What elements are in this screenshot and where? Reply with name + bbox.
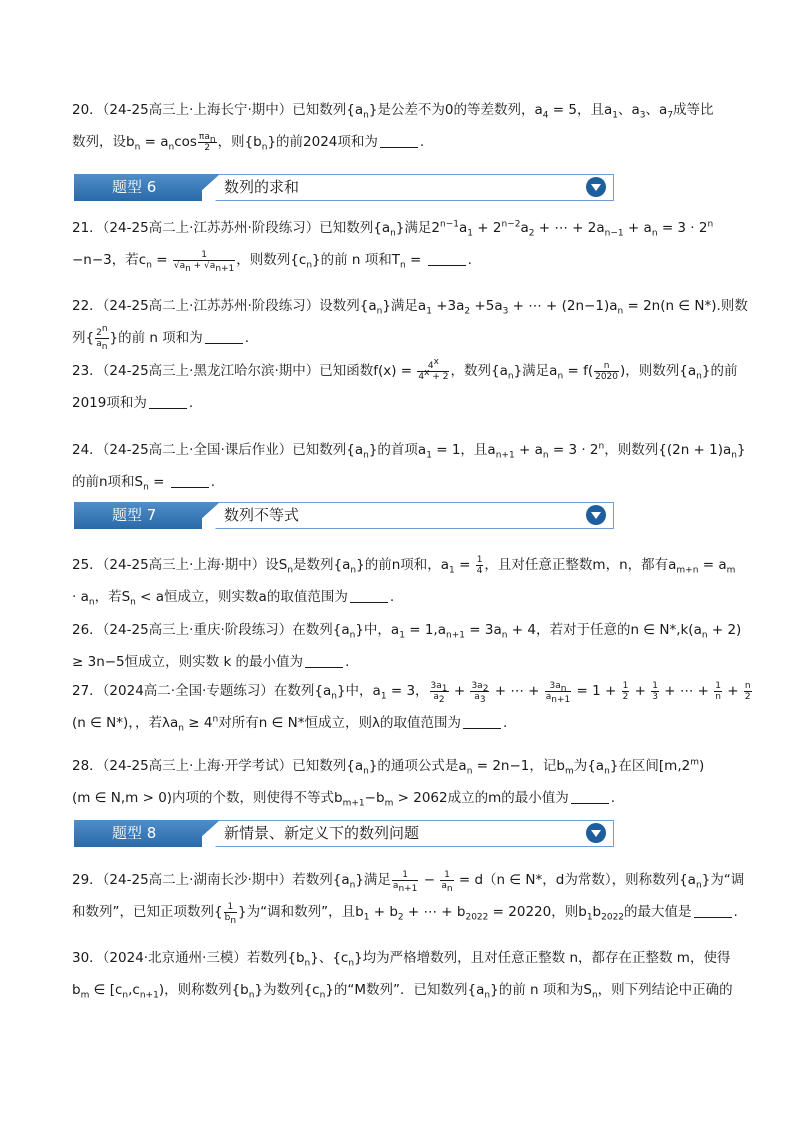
section-title: 新情景、新定义下的数列问题 [224, 824, 420, 842]
section-banner-8 [74, 820, 614, 847]
section-title: 数列的求和 [224, 178, 300, 196]
problem-29: 29．（24-25高二上·湖南长沙·期中）若数列$\{a_n\}$满足 $\frac{1}{a_{n+1}}$ − $\frac{1}{a_n}$ = d（n ∈ N*，d为常数），则称数列$\{a_n\}$为“调 和数列”，已知正项数列{ $\frac{1}{b_n}$ }为“调和数列”，且$b_1 + b_2$ + ⋯ + $b_{2022} = 20220$，则$b_1b_{2022}$的最大值是 . [72, 869, 745, 926]
answer-blank[interactable] [350, 588, 388, 603]
section-label: 题型 8 [74, 820, 202, 847]
problem-20-line-2: 数列，设$b_n = a_n\cos$ $\frac{\pi a_n}{2}$ ，则$\{b_n\}$的前2024项和为 . [72, 131, 425, 153]
problem-30: 30．（2024·北京通州·三模）若数列$\{b_n\}$、$\{c_n\}$均为严格增数列，且对任意正整数 n，都存在正整数 m，使得 $b_m$ ∈ $[c_n,c_{n+1})$，则称数列$\{b_n\}$为数列$\{c_n\}$的“M数列”．已知数列$\{a_n\}$的前 n 项和为$S_n$，则下列结论中正确的 [72, 950, 733, 1001]
problem-28: 28．（24-25高三上·上海·开学考试）已知数列$\{a_n\}$的通项公式是$a_n = 2n-1$，记$b_m$为$\{a_n\}$在区间[m,2$^m$) (m ∈ N,m > 0)内项的个数，则使得不等式$b_{m+1}-b_m > 2062$成立的m的最小值为 . [72, 757, 705, 809]
answer-blank[interactable] [380, 133, 418, 148]
chevron-down-icon[interactable] [586, 505, 606, 525]
section-label: 题型 7 [74, 502, 202, 529]
answer-blank[interactable] [305, 653, 343, 668]
problem-27: 27．（2024高二·全国·专题练习）在数列$\{a_n\}$中，$a_1 = 3$， $\frac{3a_1}{a_2}$ + $\frac{3a_2}{a_3}$ + ⋯ + $\frac{3a_n}{a_{n+1}}$ = 1 + $\frac{1}{2}$ + $\frac{1}{3}$ + ⋯ + $\frac{1}{n}$ + $\frac{n}{2}$ (n ∈ N*)，，若$\lambda a_n \ge 4^n$对所有n ∈ N*恒成立，则λ的取值范围为 . [72, 680, 751, 734]
chevron-down-icon[interactable] [586, 823, 606, 843]
chevron-down-icon[interactable] [586, 177, 606, 197]
answer-blank[interactable] [205, 329, 243, 344]
problem-22: 22．（24-25高二上·江苏苏州·阶段练习）设数列$\{a_n\}$满足$a_1 +3a_2 +5a_3$ + ⋯ + $(2n-1)a_n = 2n(n$ ∈ N*).则数 列{ $\frac{2^n}{a_n}$ }的前 n 项和为 . [72, 298, 748, 352]
answer-blank[interactable] [149, 394, 187, 409]
problem-25: 25．（24-25高三上·上海·期中）设$S_n$是数列$\{a_n\}$的前n项和，$a_1$ = $\frac{1}{4}$ ，且对任意正整数m，n，都有$a_{m+n} = a_m$ · $a_n$，若$S_n < a$恒成立，则实数a的取值范围为 . [72, 554, 736, 608]
problem-26: 26．（24-25高三上·重庆·阶段练习）在数列$\{a_n\}$中，$a_1 = 1,a_{n+1} = 3a_n + 4$，若对于任意的n ∈ $N*,k(a_n + 2)$ ≥ 3n−5恒成立，则实数 k 的最小值为 . [72, 622, 742, 670]
section-label: 题型 6 [74, 174, 202, 201]
section-banner-7 [74, 502, 614, 529]
answer-blank[interactable] [428, 251, 466, 266]
problem-24: 24．（24-25高二上·全国·课后作业）已知数列$\{a_n\}$的首项$a_1 = 1$，且$a_{n+1} + a_n = 3 \cdot 2^n$，则数列$\{(2n + 1)a_n\}$ 的前n项和$S_n$ = . [72, 441, 746, 493]
problem-20-line-1: 20．（24-25高三上·上海长宁·期中）已知数列$\{a_n\}$是公差不为0的等差数列，$a_4 = 5$，且$a_1$、$a_3$、$a_7$成等比 [72, 102, 714, 121]
problem-23: 23．（24-25高三上·黑龙江哈尔滨·期中）已知函数f(x) = $\frac{4^x}{4^x + 2}$ ，数列$\{a_n\}$满足$a_n = f$( $\frac{n}{2020}$ )，则数列$\{a_n\}$的前 2019项和为 . [72, 356, 738, 411]
section-banner-6 [74, 174, 614, 201]
section-title: 数列不等式 [224, 506, 300, 524]
problem-21: 21．（24-25高二上·江苏苏州·阶段练习）已知数列$\{a_n\}$满足$2^{n-1}a_1 + 2^{n-2}a_2$ + ⋯ + $2a_{n-1} + a_n = 3 \cdot 2^n$ −n−3，若$c_n$ = $\frac{1}{√a_n + √a_{n+1}}$ ，则数列$\{c_n\}$的前 n 项和$T_n$ = . [72, 219, 714, 274]
problem-20 [72, 94, 722, 158]
answer-blank[interactable] [463, 714, 501, 729]
answer-blank[interactable] [171, 473, 209, 488]
answer-blank[interactable] [694, 903, 732, 918]
answer-blank[interactable] [571, 789, 609, 804]
